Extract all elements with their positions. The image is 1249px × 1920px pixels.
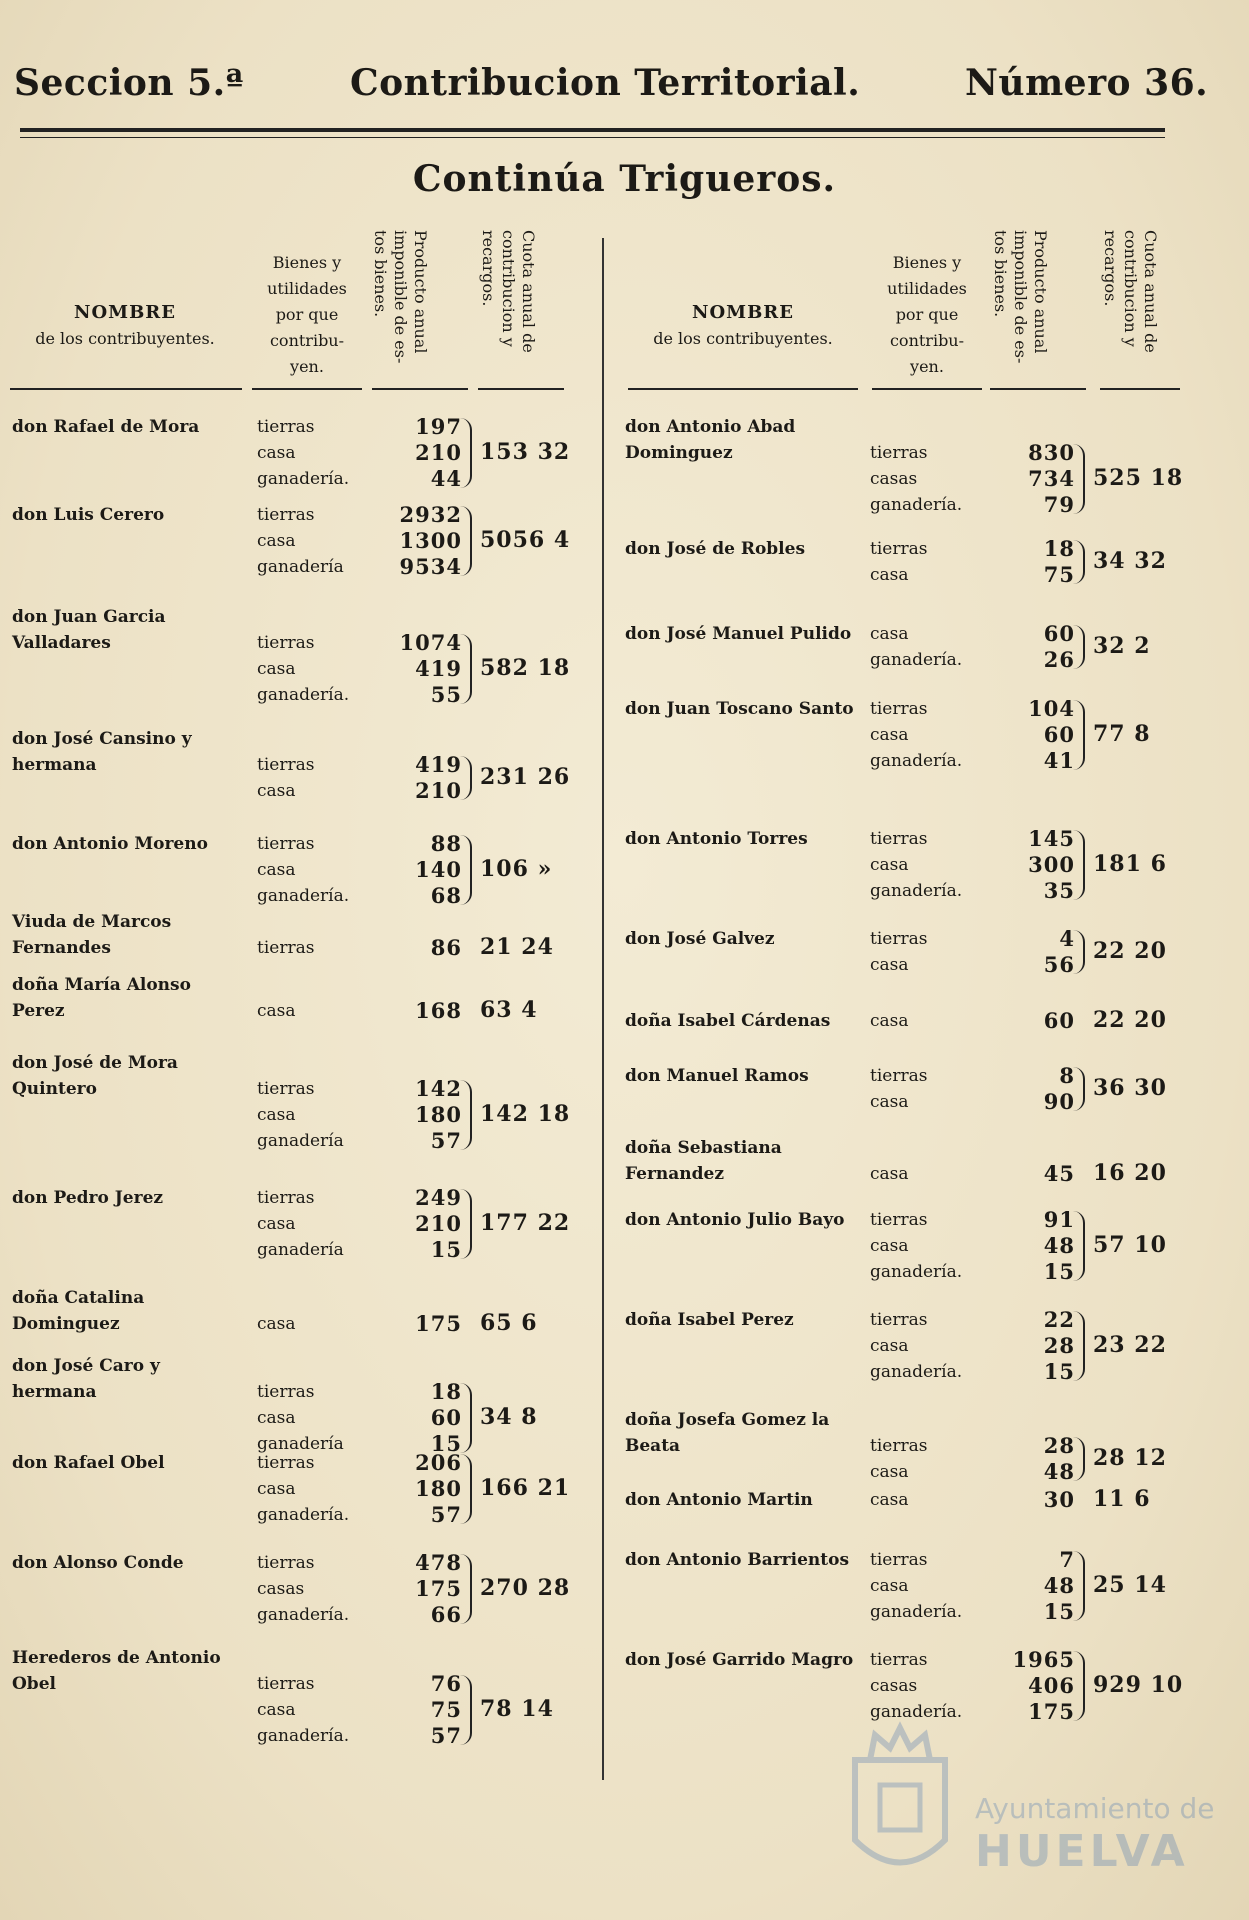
taxable-product-value: 66 — [430, 1602, 462, 1627]
annual-quota: 32 2 — [1093, 633, 1151, 659]
taxable-product-value: 142 — [415, 1076, 462, 1101]
taxable-product-value: 60 — [1043, 722, 1075, 747]
contributor-name: don Antonio Martin — [625, 1490, 813, 1510]
property-type: casa — [870, 955, 909, 975]
property-type: casa — [257, 1314, 296, 1334]
annual-quota: 78 14 — [480, 1696, 554, 1722]
grouping-brace — [460, 506, 472, 576]
taxable-product-value: 28 — [1043, 1433, 1075, 1458]
property-type: tierras — [870, 1650, 928, 1670]
grouping-brace — [460, 1554, 472, 1624]
contributor-name: don José Caro y hermana — [12, 1356, 160, 1402]
property-type: tierras — [870, 1210, 928, 1230]
property-type: tierras — [257, 755, 315, 775]
grouping-brace — [1073, 1311, 1085, 1381]
name-title: NOMBRE — [692, 302, 794, 323]
column-separator — [602, 238, 604, 1780]
taxable-product-value: 9534 — [399, 554, 462, 579]
taxable-product-value: 168 — [415, 998, 462, 1023]
annual-quota: 36 30 — [1093, 1075, 1167, 1101]
property-type: tierras — [257, 938, 315, 958]
annual-quota: 270 28 — [480, 1575, 571, 1601]
document-title: Contribucion Territorial. — [350, 62, 861, 104]
left-product-rule — [372, 388, 468, 390]
taxable-product-value: 18 — [1043, 536, 1075, 561]
taxable-product-value: 55 — [430, 682, 462, 707]
property-type: casa — [257, 781, 296, 801]
right-goods-rule — [872, 388, 982, 390]
property-type: casa — [257, 1105, 296, 1125]
contributor-name: don Juan Toscano Santo — [625, 699, 854, 719]
grouping-brace — [460, 756, 472, 800]
taxable-product-value: 734 — [1028, 466, 1075, 491]
contributor-name: don Antonio Abad Dominguez — [625, 417, 796, 463]
left-goods-header: Bienes y utilidades por que contribu- yen. — [267, 253, 347, 376]
taxable-product-value: 4 — [1059, 926, 1075, 951]
taxable-product-value: 7 — [1059, 1547, 1075, 1572]
annual-quota: 5056 4 — [480, 527, 571, 553]
grouping-brace — [1073, 1551, 1085, 1621]
taxable-product-value: 1965 — [1012, 1647, 1075, 1672]
taxable-product-value: 406 — [1028, 1673, 1075, 1698]
grouping-brace — [1073, 1651, 1085, 1721]
taxable-product-value: 419 — [415, 656, 462, 681]
taxable-product-value: 175 — [415, 1576, 462, 1601]
property-type: tierras — [870, 443, 928, 463]
annual-quota: 28 12 — [1093, 1445, 1167, 1471]
left-name-header — [10, 300, 240, 352]
contributor-name: don José de Robles — [625, 539, 806, 559]
property-type: casa — [257, 1479, 296, 1499]
property-type: casa — [870, 1011, 909, 1031]
taxable-product-value: 249 — [415, 1185, 462, 1210]
annual-quota: 34 8 — [480, 1404, 538, 1430]
annual-quota: 525 18 — [1093, 465, 1184, 491]
property-type: tierras — [257, 1674, 315, 1694]
contributor-name: doña María Alonso Perez — [12, 975, 191, 1021]
property-type: tierras — [257, 1188, 315, 1208]
taxable-product-value: 145 — [1028, 826, 1075, 851]
contributor-name: don Alonso Conde — [12, 1553, 184, 1573]
taxable-product-value: 830 — [1028, 440, 1075, 465]
taxable-product-value: 75 — [430, 1697, 462, 1722]
taxable-product-value: 76 — [430, 1671, 462, 1696]
annual-quota: 142 18 — [480, 1101, 571, 1127]
contributor-name: Viuda de Marcos Fernandes — [12, 912, 172, 958]
section-label: Seccion 5.ª — [14, 62, 244, 104]
property-type: ganadería. — [257, 685, 350, 705]
taxable-product-value: 30 — [1043, 1487, 1075, 1512]
annual-quota: 23 22 — [1093, 1332, 1167, 1358]
taxable-product-value: 57 — [430, 1128, 462, 1153]
right-product-header: Producto anual imponible de es- tos bienes. — [991, 230, 1050, 364]
grouping-brace — [1073, 930, 1085, 974]
annual-quota: 65 6 — [480, 1310, 538, 1336]
property-type: casa — [870, 1164, 909, 1184]
town-subtitle: Continúa Trigueros. — [412, 158, 837, 200]
taxable-product-value: 300 — [1028, 852, 1075, 877]
taxable-product-value: 175 — [415, 1311, 462, 1336]
right-quota-rule — [1100, 388, 1180, 390]
left-goods-rule — [252, 388, 362, 390]
property-type: casa — [870, 1236, 909, 1256]
property-type: tierras — [870, 1436, 928, 1456]
grouping-brace — [1073, 540, 1085, 584]
grouping-brace — [460, 418, 472, 488]
taxable-product-value: 60 — [430, 1405, 462, 1430]
page-number: Número 36. — [965, 62, 1209, 104]
taxable-product-value: 79 — [1043, 492, 1075, 517]
property-type: ganadería — [257, 1131, 344, 1151]
property-type: casa — [870, 565, 909, 585]
property-type: tierras — [257, 1079, 315, 1099]
left-quota-rule — [478, 388, 564, 390]
taxable-product-value: 45 — [1043, 1161, 1075, 1186]
property-type: casa — [870, 1462, 909, 1482]
property-type: casa — [870, 1336, 909, 1356]
grouping-brace — [460, 1454, 472, 1524]
property-type: casa — [257, 1214, 296, 1234]
property-type: casa — [870, 1576, 909, 1596]
taxable-product-value: 41 — [1043, 748, 1075, 773]
property-type: ganadería. — [257, 1505, 350, 1525]
taxable-product-value: 75 — [1043, 562, 1075, 587]
property-type: casas — [257, 1579, 305, 1599]
annual-quota: 57 10 — [1093, 1232, 1167, 1258]
taxable-product-value: 15 — [1043, 1359, 1075, 1384]
contributor-name: don Juan Garcia Valladares — [12, 607, 166, 653]
annual-quota: 181 6 — [1093, 851, 1167, 877]
grouping-brace — [1073, 625, 1085, 669]
contributor-name: don Rafael Obel — [12, 1453, 165, 1473]
property-type: casa — [257, 659, 296, 679]
contributor-name: don Pedro Jerez — [12, 1188, 164, 1208]
taxable-product-value: 90 — [1043, 1089, 1075, 1114]
property-type: casas — [870, 1676, 918, 1696]
property-type: ganadería — [257, 1240, 344, 1260]
contributor-name: don Antonio Torres — [625, 829, 808, 849]
property-type: casa — [257, 1700, 296, 1720]
contributor-name: doña Isabel Perez — [625, 1310, 794, 1330]
grouping-brace — [460, 1675, 472, 1745]
name-title: NOMBRE — [74, 302, 176, 323]
taxable-product-value: 44 — [430, 466, 462, 491]
property-type: tierras — [257, 1553, 315, 1573]
grouping-brace — [460, 1080, 472, 1150]
annual-quota: 63 4 — [480, 997, 538, 1023]
right-goods-header: Bienes y utilidades por que contribu- yen. — [887, 253, 967, 376]
property-type: casa — [870, 855, 909, 875]
taxable-product-value: 22 — [1043, 1307, 1075, 1332]
contributor-name: don Antonio Julio Bayo — [625, 1210, 845, 1230]
contributor-name: don José Garrido Magro — [625, 1650, 854, 1670]
annual-quota: 11 6 — [1093, 1486, 1151, 1512]
taxable-product-value: 104 — [1028, 696, 1075, 721]
annual-quota: 22 20 — [1093, 938, 1167, 964]
taxable-product-value: 8 — [1059, 1063, 1075, 1088]
taxable-product-value: 210 — [415, 1211, 462, 1236]
annual-quota: 25 14 — [1093, 1572, 1167, 1598]
taxable-product-value: 18 — [430, 1379, 462, 1404]
left-name-rule — [10, 388, 242, 390]
property-type: casa — [870, 725, 909, 745]
property-type: tierras — [870, 539, 928, 559]
annual-quota: 16 20 — [1093, 1160, 1167, 1186]
contributor-name: doña Sebastiana Fernandez — [625, 1138, 782, 1184]
contributor-name: doña Isabel Cárdenas — [625, 1011, 831, 1031]
contributor-name: doña Josefa Gomez la Beata — [625, 1410, 830, 1456]
annual-quota: 22 20 — [1093, 1007, 1167, 1033]
ayuntamiento-watermark — [835, 1720, 1215, 1890]
taxable-product-value: 140 — [415, 857, 462, 882]
property-type: ganadería — [257, 1434, 344, 1454]
annual-quota: 153 32 — [480, 439, 571, 465]
property-type: ganadería. — [870, 1602, 963, 1622]
right-name-header — [628, 300, 858, 352]
property-type: casa — [257, 860, 296, 880]
watermark-line2: HUELVA — [975, 1826, 1189, 1877]
grouping-brace — [1073, 1437, 1085, 1481]
property-type: ganadería. — [870, 1702, 963, 1722]
property-type: ganadería. — [870, 650, 963, 670]
property-type: tierras — [257, 1453, 315, 1473]
taxable-product-value: 86 — [430, 935, 462, 960]
annual-quota: 929 10 — [1093, 1672, 1184, 1698]
taxable-product-value: 48 — [1043, 1459, 1075, 1484]
taxable-product-value: 28 — [1043, 1333, 1075, 1358]
taxable-product-value: 1074 — [399, 630, 462, 655]
property-type: casa — [257, 443, 296, 463]
property-type: ganadería — [257, 557, 344, 577]
taxable-product-value: 175 — [1028, 1699, 1075, 1724]
property-type: casa — [870, 1092, 909, 1112]
grouping-brace — [1073, 444, 1085, 514]
watermark-line1: Ayuntamiento de — [975, 1792, 1215, 1825]
contributor-name: don Manuel Ramos — [625, 1066, 809, 1086]
taxable-product-value: 15 — [430, 1431, 462, 1456]
property-type: tierras — [870, 829, 928, 849]
contributor-name: don José Galvez — [625, 929, 775, 949]
taxable-product-value: 419 — [415, 752, 462, 777]
property-type: tierras — [257, 417, 315, 437]
grouping-brace — [1073, 700, 1085, 770]
grouping-brace — [460, 1189, 472, 1259]
property-type: ganadería. — [257, 1605, 350, 1625]
property-type: casa — [257, 531, 296, 551]
property-type: ganadería. — [870, 751, 963, 771]
grouping-brace — [1073, 1067, 1085, 1111]
taxable-product-value: 478 — [415, 1550, 462, 1575]
name-subtitle: de los contribuyentes. — [653, 329, 833, 348]
contributor-name: Herederos de Antonio Obel — [12, 1648, 221, 1694]
coat-of-arms-icon — [835, 1720, 965, 1890]
property-type: tierras — [870, 1550, 928, 1570]
property-type: tierras — [257, 633, 315, 653]
property-type: casa — [257, 1408, 296, 1428]
property-type: casa — [257, 1001, 296, 1021]
annual-quota: 77 8 — [1093, 721, 1151, 747]
taxable-product-value: 180 — [415, 1476, 462, 1501]
taxable-product-value: 1300 — [399, 528, 462, 553]
annual-quota: 106 » — [480, 856, 553, 882]
property-type: tierras — [257, 834, 315, 854]
property-type: casas — [870, 469, 918, 489]
taxable-product-value: 26 — [1043, 647, 1075, 672]
taxable-product-value: 48 — [1043, 1573, 1075, 1598]
annual-quota: 21 24 — [480, 934, 554, 960]
taxable-product-value: 15 — [1043, 1599, 1075, 1624]
contributor-name: doña Catalina Dominguez — [12, 1288, 145, 1334]
header-rule — [20, 128, 1165, 132]
property-type: casa — [870, 624, 909, 644]
taxable-product-value: 60 — [1043, 1008, 1075, 1033]
annual-quota: 582 18 — [480, 655, 571, 681]
grouping-brace — [460, 1383, 472, 1453]
taxable-product-value: 210 — [415, 778, 462, 803]
right-name-rule — [628, 388, 858, 390]
property-type: ganadería. — [257, 1726, 350, 1746]
contributor-name: don Antonio Moreno — [12, 834, 208, 854]
grouping-brace — [1073, 830, 1085, 900]
taxable-product-value: 15 — [1043, 1259, 1075, 1284]
taxable-product-value: 68 — [430, 883, 462, 908]
property-type: tierras — [257, 1382, 315, 1402]
property-type: casa — [870, 1490, 909, 1510]
grouping-brace — [460, 835, 472, 905]
contributor-name: don José Cansino y hermana — [12, 729, 192, 775]
taxable-product-value: 57 — [430, 1723, 462, 1748]
property-type: tierras — [257, 505, 315, 525]
left-product-header: Producto anual imponible de es- tos bienes. — [371, 230, 430, 364]
property-type: ganadería. — [870, 495, 963, 515]
taxable-product-value: 15 — [430, 1237, 462, 1262]
property-type: tierras — [870, 1066, 928, 1086]
grouping-brace — [460, 634, 472, 704]
annual-quota: 34 32 — [1093, 548, 1167, 574]
taxable-product-value: 2932 — [399, 502, 462, 527]
contributor-name: don Antonio Barrientos — [625, 1550, 850, 1570]
left-quota-header: Cuota anual de contribucion y recargos. — [479, 230, 538, 353]
property-type: tierras — [870, 699, 928, 719]
annual-quota: 231 26 — [480, 764, 571, 790]
annual-quota: 177 22 — [480, 1210, 571, 1236]
taxable-product-value: 206 — [415, 1450, 462, 1475]
contributor-name: don Luis Cerero — [12, 505, 165, 525]
property-type: ganadería. — [870, 1262, 963, 1282]
header-rule-thin — [20, 137, 1165, 138]
taxable-product-value: 60 — [1043, 621, 1075, 646]
taxable-product-value: 56 — [1043, 952, 1075, 977]
contributor-name: don José Manuel Pulido — [625, 624, 852, 644]
property-type: ganadería. — [870, 1362, 963, 1382]
property-type: ganadería. — [257, 469, 350, 489]
taxable-product-value: 48 — [1043, 1233, 1075, 1258]
taxable-product-value: 210 — [415, 440, 462, 465]
name-subtitle: de los contribuyentes. — [35, 329, 215, 348]
annual-quota: 166 21 — [480, 1475, 571, 1501]
taxable-product-value: 35 — [1043, 878, 1075, 903]
taxable-product-value: 197 — [415, 414, 462, 439]
property-type: tierras — [870, 929, 928, 949]
property-type: ganadería. — [257, 886, 350, 906]
contributor-name: don José de Mora Quintero — [12, 1053, 178, 1099]
property-type: tierras — [870, 1310, 928, 1330]
right-product-rule — [990, 388, 1086, 390]
taxable-product-value: 180 — [415, 1102, 462, 1127]
contributor-name: don Rafael de Mora — [12, 417, 200, 437]
taxable-product-value: 88 — [430, 831, 462, 856]
taxable-product-value: 91 — [1043, 1207, 1075, 1232]
grouping-brace — [1073, 1211, 1085, 1281]
property-type: ganadería. — [870, 881, 963, 901]
taxable-product-value: 57 — [430, 1502, 462, 1527]
right-quota-header: Cuota anual de contribucion y recargos. — [1101, 230, 1160, 353]
